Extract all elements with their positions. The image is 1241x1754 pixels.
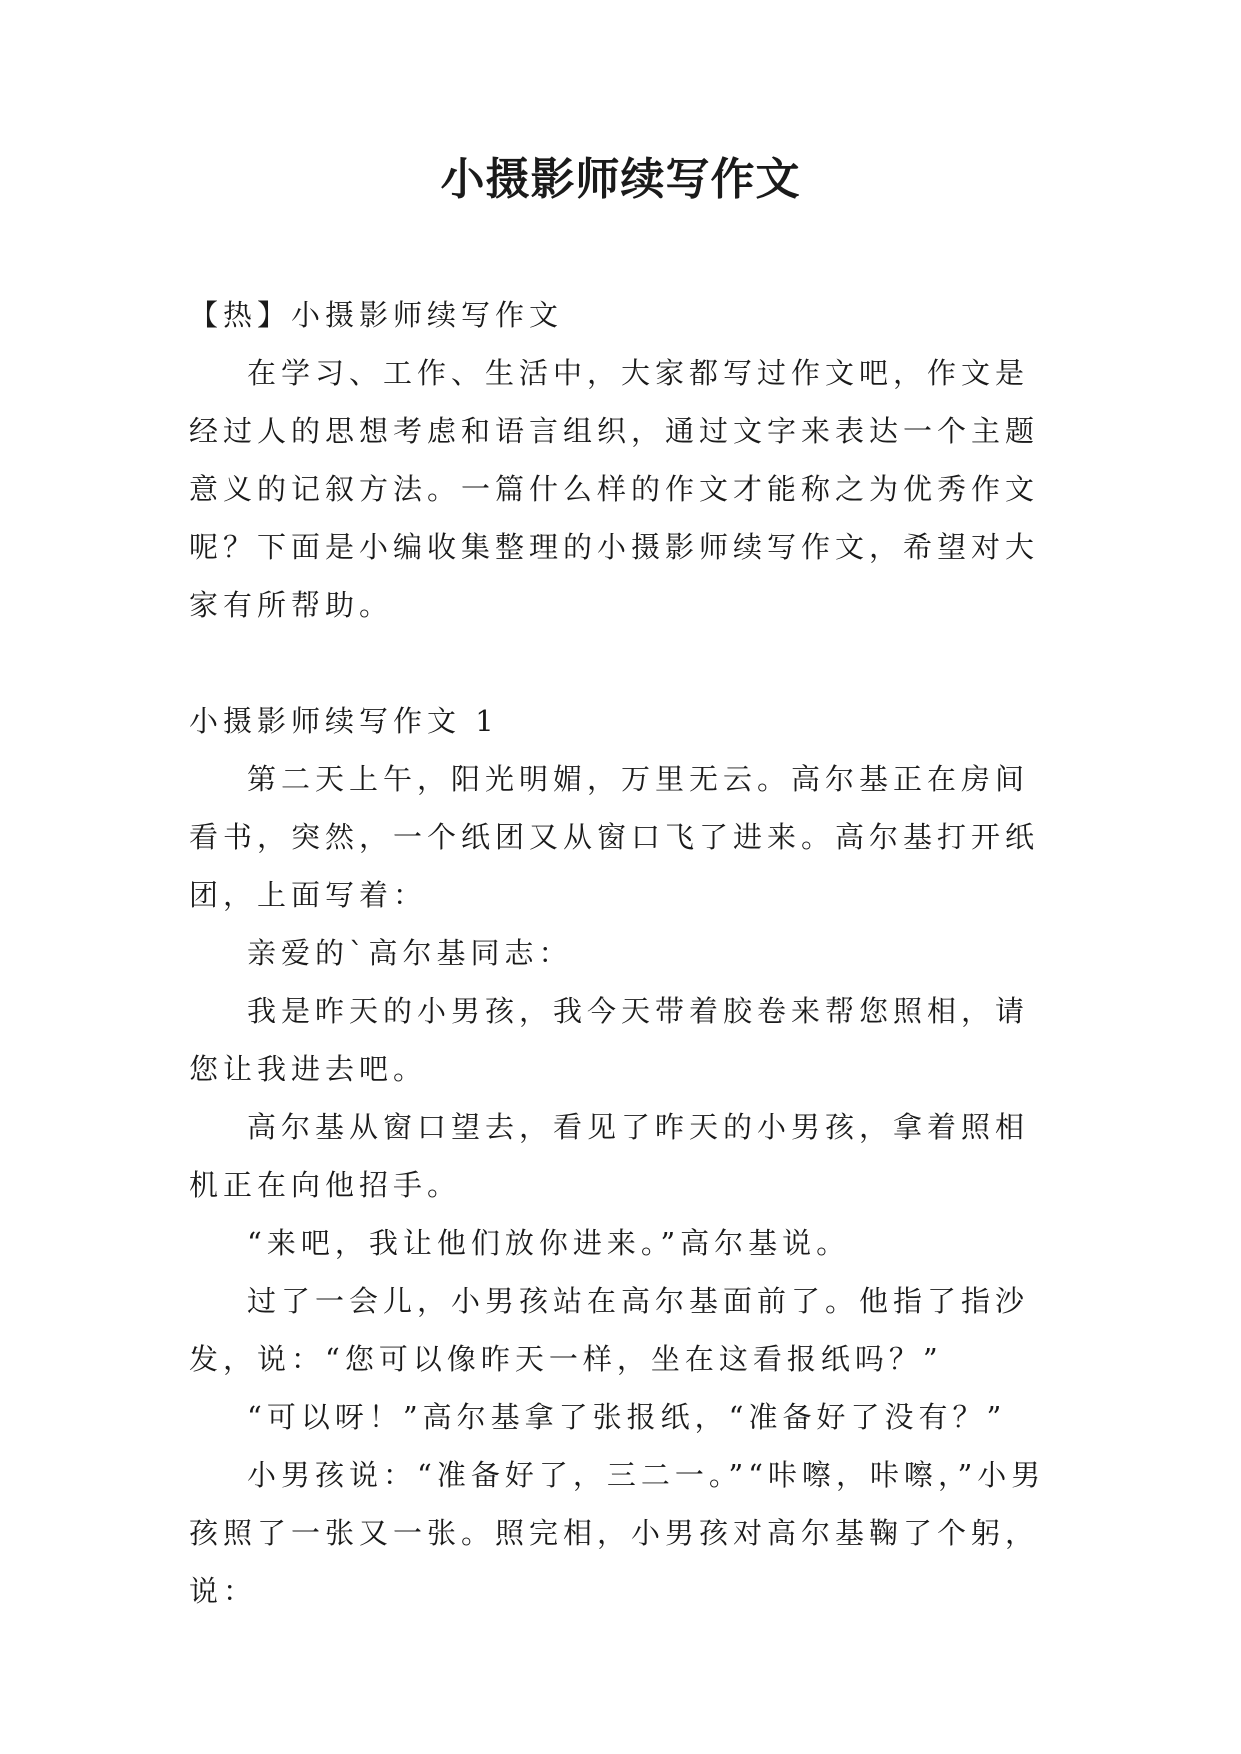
hot-heading: 【热】小摄影师续写作文	[189, 298, 564, 332]
story-paragraph: 小男孩说：“准备好了，三二一。”“咔嚓，咔嚓，”小男孩照了一张又一张。照完相，小男孩对高尔基鞠了个躬，说：	[189, 1458, 1046, 1608]
document-title: 小摄影师续写作文	[440, 154, 801, 205]
section-gap	[189, 634, 1059, 692]
intro-paragraph: 在学习、工作、生活中，大家都写过作文吧，作文是经过人的思想考虑和语言组织，通过文字来表达一个主题意义的记叙方法。一篇什么样的作文才能称之为优秀作文呢？下面是小编收集整理的小摄影师续写作文，希望对大家有所帮助。	[189, 356, 1040, 622]
story-paragraph: “来吧，我让他们放你进来。”高尔基说。	[247, 1226, 851, 1260]
document-body	[189, 286, 1059, 1620]
story-paragraph: 第二天上午，阳光明媚，万里无云。高尔基正在房间看书，突然，一个纸团又从窗口飞了进来。高尔基打开纸团，上面写着：	[189, 762, 1040, 912]
story-paragraph: “可以呀！”高尔基拿了张报纸，“准备好了没有？”	[247, 1400, 1007, 1434]
story-paragraph: 高尔基从窗口望去，看见了昨天的小男孩，拿着照相机正在向他招手。	[189, 1110, 1030, 1202]
story-paragraph: 过了一会儿，小男孩站在高尔基面前了。他指了指沙发，说：“您可以像昨天一样，坐在这看报纸吗？”	[189, 1284, 1030, 1376]
story-paragraph: 我是昨天的小男孩，我今天带着胶卷来帮您照相，请您让我进去吧。	[189, 994, 1030, 1086]
story-paragraph: 亲爱的`高尔基同志：	[247, 936, 573, 970]
section-heading: 小摄影师续写作文 1	[189, 704, 499, 738]
